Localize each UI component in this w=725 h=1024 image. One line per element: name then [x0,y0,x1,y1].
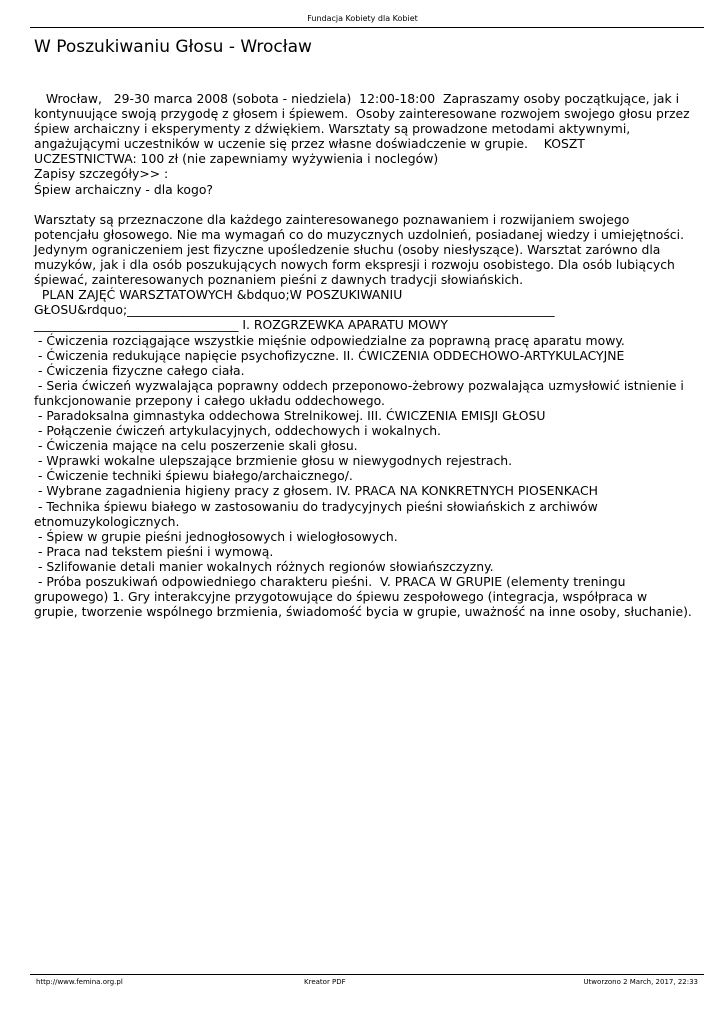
body-line: - Ćwiczenia rozciągające wszystkie mięśnie odpowiedzialne za poprawną pracę aparatu mowy. [34,332,625,348]
body-line: - Praca nad tekstem pieśni i wymową. [34,543,274,559]
body-line: funkcjonowanie przepony i całego układu oddechowego. [34,392,385,408]
body-line: Wrocław, 29-30 marca 2008 (sobota - niedziela) 12:00-18:00 Zapraszamy osoby początkujące, jak i [34,91,680,106]
body-line: potencjału głosowego. Nie ma wymagań co do muzycznych uzdolnień, posiadanej wiedzy i umiejętności. [34,226,685,242]
document-body [34,91,694,619]
body-line: Jedynym ograniczeniem jest fizyczne upośledzenie słuchu (osoby niesłyszące). Warsztat zarówno dla [34,241,661,257]
body-line: - Ćwiczenia redukujące napięcie psychofizyczne. II. ĆWICZENIA ODDECHOWO-ARTYKULACYJNE [34,347,625,363]
body-line: kontynuujące swoją przygodę z głosem i śpiewem. Osoby zainteresowane rozwojem swojego głosu przez [34,106,690,122]
body-line: śpiew archaiczny i eksperymenty z dźwiękiem. Warsztaty są prowadzone metodami aktywnymi, [34,121,631,137]
body-line: - Wprawki wokalne ulepszające brzmienie głosu w niewygodnych rejestrach. [34,453,513,469]
body-line: - Technika śpiewu białego w zastosowaniu do tradycyjnych pieśni słowiańskich z archiwów [34,498,598,514]
body-line: angażującymi uczestników w uczenie się przez własne doświadczenie w grupie. KOSZT [34,136,585,152]
footer-created-date: Utworzono 2 March, 2017, 22:33 [583,978,698,986]
body-line: Śpiew archaiczny - dla kogo? [34,181,214,197]
footer-divider [30,974,704,975]
body-line: - Ćwiczenie techniki śpiewu białego/archaicznego/. [34,468,353,484]
body-line: śpiewać, zainteresowanych poznaniem pieśni z dawnych tradycji słowiańskich. [34,272,524,288]
body-line: _________________________________ I. ROZGRZEWKA APARATU MOWY [34,317,448,333]
body-line: - Próba poszukiwań odpowiedniego charakteru pieśni. V. PRACA W GRUPIE (elementy treningu [34,574,626,589]
body-line: - Seria ćwiczeń wyzwalająca poprawny oddech przeponowo-żebrowy pozwalająca uzmysłowić istnienie i [34,377,684,393]
body-line: - Połączenie ćwiczeń artykulacyjnych, oddechowych i wokalnych. [34,423,441,439]
body-line: muzyków, jak i dla osób poszukujących nowych form ekspresji i rozwoju osobistego. Dla osób lubiących [34,257,675,273]
body-line: UCZESTNICTWA: 100 zł (nie zapewniamy wyżywienia i noclegów) [34,151,439,167]
body-line: Warsztaty są przeznaczone dla każdego zainteresowanego poznawaniem i rozwijaniem swojego [34,211,630,227]
blank-line [34,197,694,212]
body-line: - Paradoksalna gimnastyka oddechowa Strelnikowej. III. ĆWICZENIA EMISJI GŁOSU [34,407,546,423]
body-line: - Śpiew w grupie pieśni jednogłosowych i wielogłosowych. [34,528,398,544]
header-site-name: Fundacja Kobiety dla Kobiet [307,14,418,23]
body-line: grupie, tworzenie wspólnego brzmienia, świadomość bycia w grupie, uważność na inne osoby, słuchanie). [34,604,692,620]
body-line: - Ćwiczenia fizyczne całego ciała. [34,362,245,378]
body-line: grupowego) 1. Gry interakcyjne przygotowujące do śpiewu zespołowego (integracja, współpraca w [34,589,648,605]
body-line: - Ćwiczenia mające na celu poszerzenie skali głosu. [34,438,358,454]
body-line: GŁOSU&rdquo;_____________________________________________________________________ [34,302,555,318]
page-title: W Poszukiwaniu Głosu - Wrocław [34,37,312,57]
body-line: etnomuzykologicznych. [34,513,180,529]
body-line: - Szlifowanie detali manier wokalnych różnych regionów słowiańszczyzny. [34,558,494,574]
footer-url[interactable]: http://www.femina.org.pl [36,978,123,986]
header-divider [30,27,704,28]
body-line: PLAN ZAJĘĆ WARSZTATOWYCH &bdquo;W POSZUKIWANIU [34,287,403,303]
body-line: - Wybrane zagadnienia higieny pracy z głosem. IV. PRACA NA KONKRETNYCH PIOSENKACH [34,483,598,499]
footer-generator: Kreator PDF [304,978,346,986]
body-line: Zapisy szczegóły>> : [34,166,169,182]
